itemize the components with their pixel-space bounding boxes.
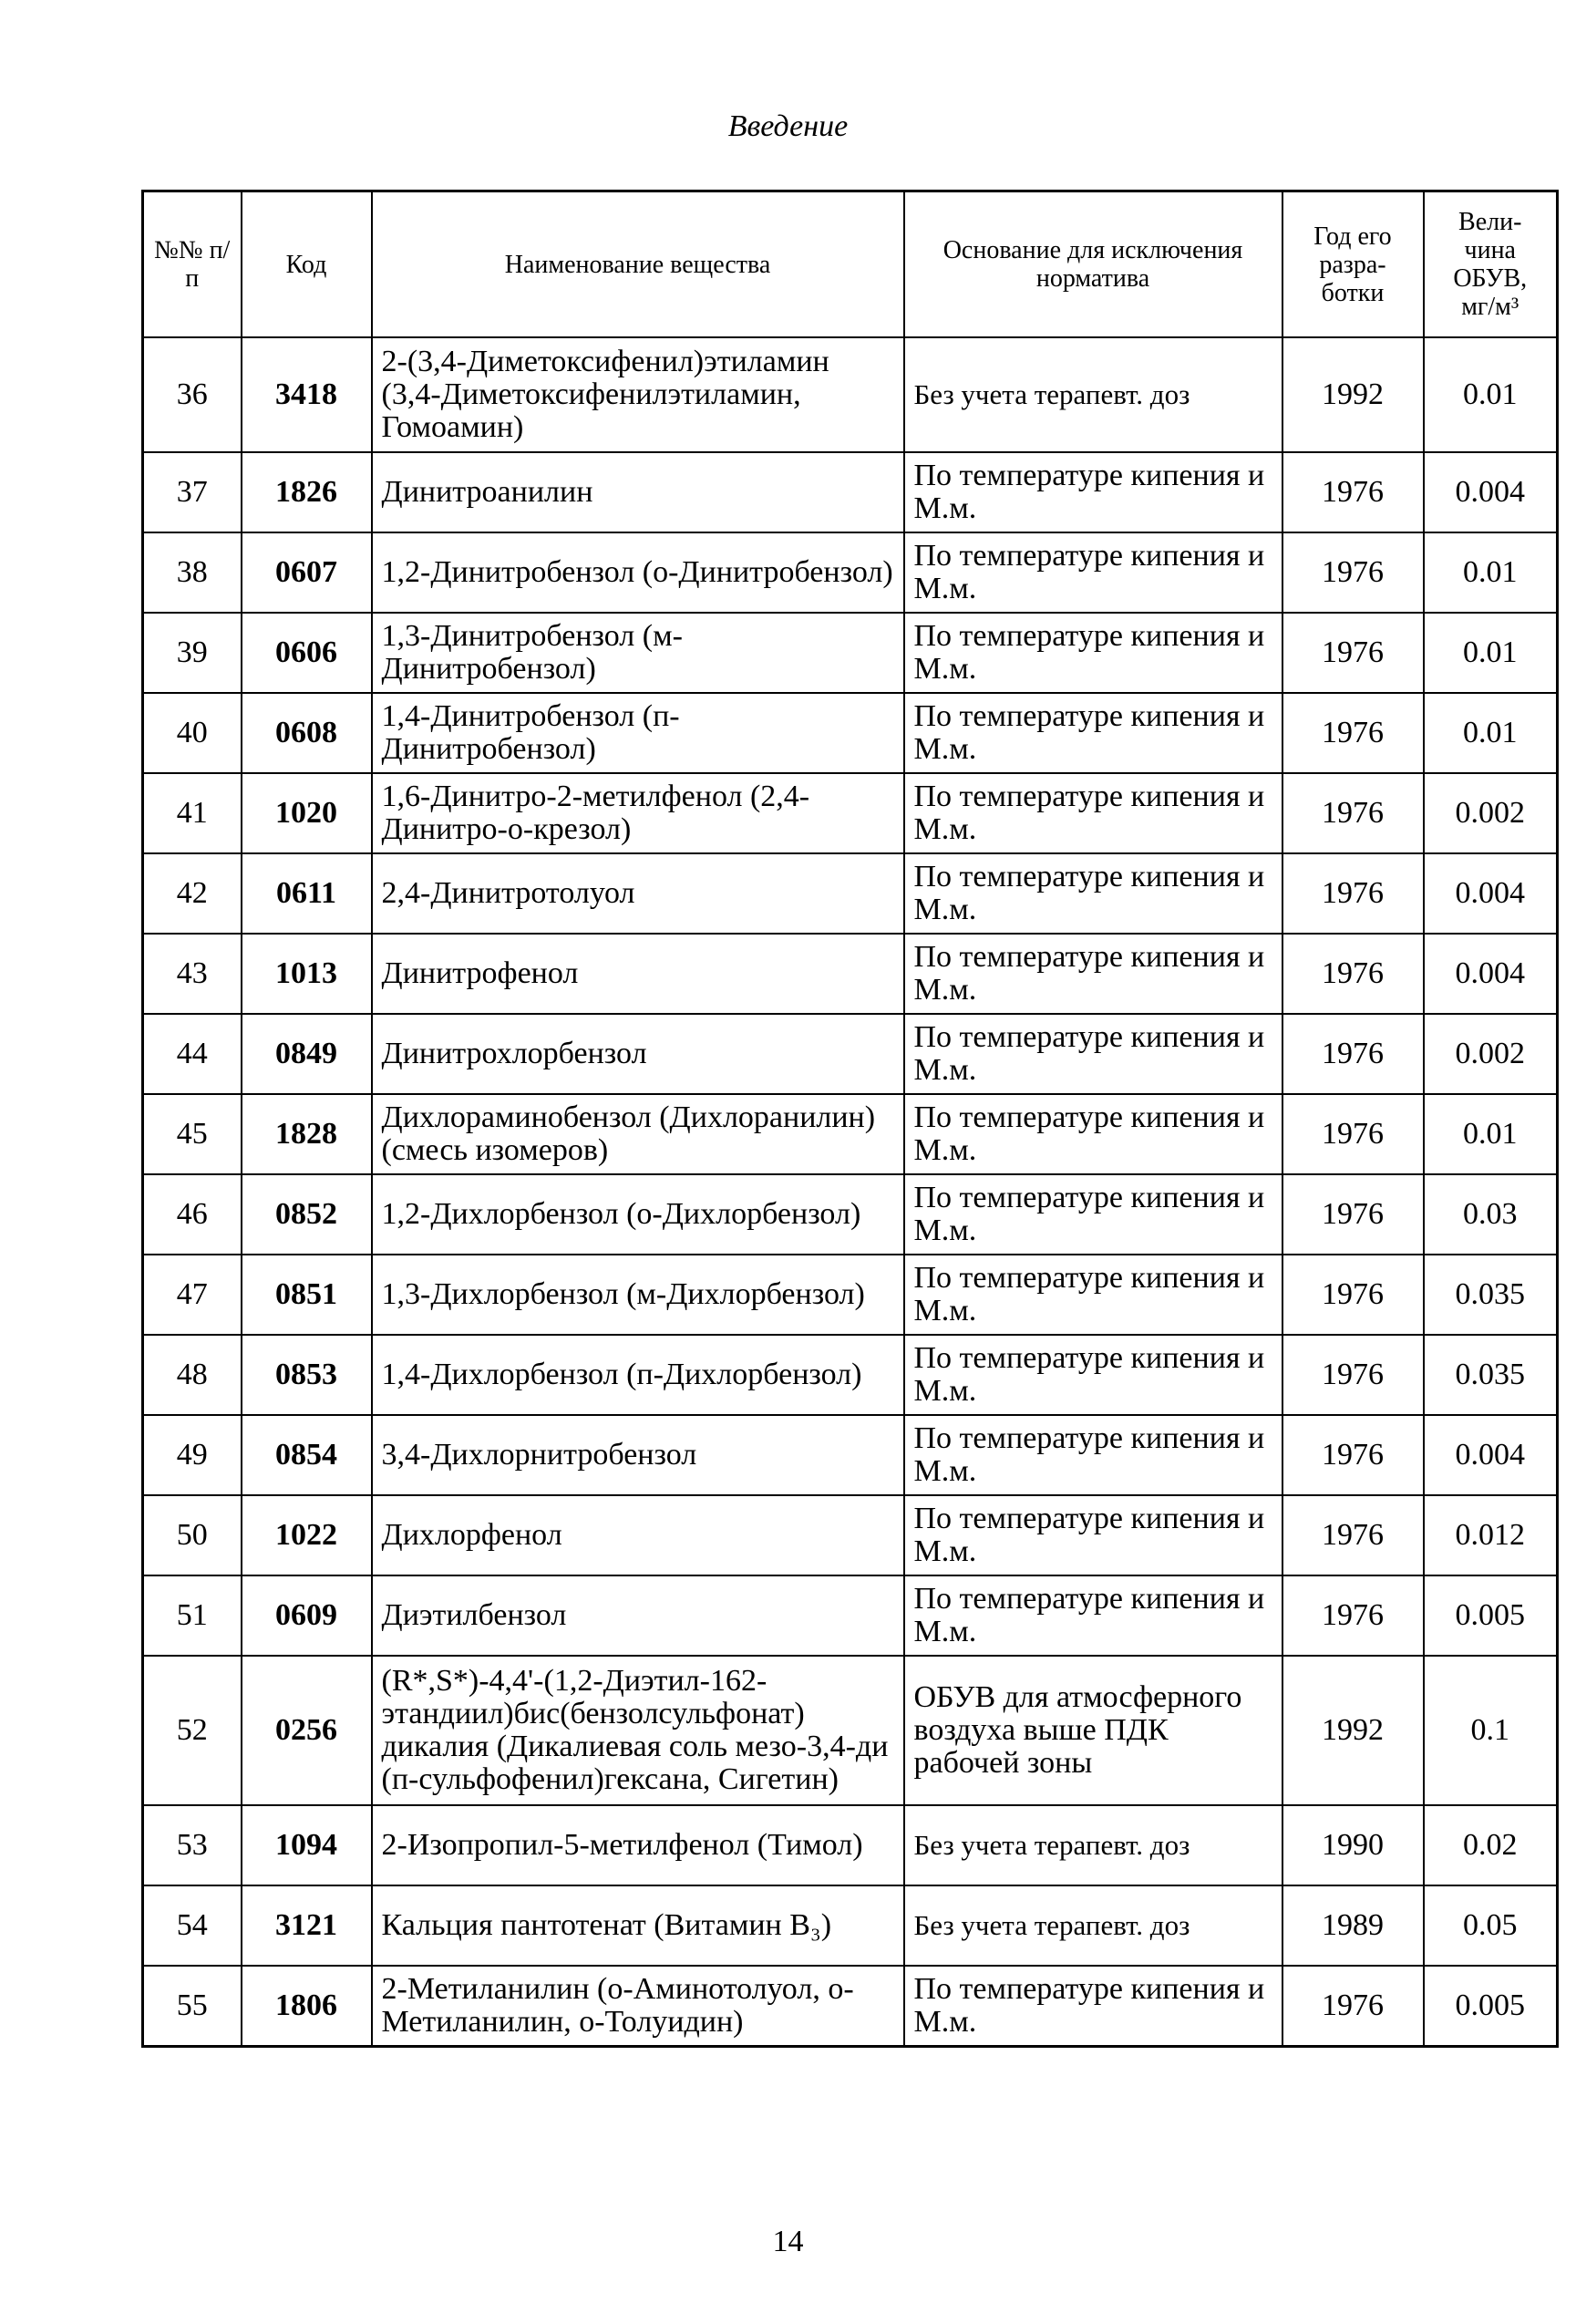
row-number-cell: 49 <box>143 1415 242 1495</box>
substance-name-cell: (R*,S*)-4,4'-(1,2-Диэтил-162-этандиил)бис(бензолсульфонат) дикалия (Дикалиевая соль мезо-3,4-ди (п-сульфофенил)гексана, Сигетин) <box>372 1656 904 1805</box>
year-cell: 1976 <box>1282 1094 1424 1174</box>
code-cell: 0256 <box>242 1656 372 1805</box>
year-cell: 1976 <box>1282 1415 1424 1495</box>
row-number-cell: 40 <box>143 693 242 773</box>
obuv-value-cell: 0.005 <box>1424 1966 1558 2047</box>
code-cell: 0607 <box>242 532 372 613</box>
code-cell: 0852 <box>242 1174 372 1255</box>
table-row <box>143 1094 1558 1174</box>
exclusion-basis-cell: По температуре кипения и М.м. <box>904 934 1282 1014</box>
row-number-cell: 46 <box>143 1174 242 1255</box>
row-number-cell: 54 <box>143 1885 242 1966</box>
exclusion-basis-cell: Без учета терапевт. доз <box>904 1805 1282 1885</box>
substance-name-cell: 1,4-Дихлорбензол (п-Дихлорбензол) <box>372 1335 904 1415</box>
table-row <box>143 1174 1558 1255</box>
year-cell: 1976 <box>1282 773 1424 853</box>
year-cell: 1976 <box>1282 1575 1424 1656</box>
table-row <box>143 1335 1558 1415</box>
substances-table <box>141 190 1559 2048</box>
exclusion-basis-cell: По температуре кипения и М.м. <box>904 1335 1282 1415</box>
substance-name-cell: Дихлорфенол <box>372 1495 904 1575</box>
row-number-cell: 50 <box>143 1495 242 1575</box>
obuv-value-cell: 0.01 <box>1424 532 1558 613</box>
row-number-cell: 44 <box>143 1014 242 1094</box>
substance-name-cell: Диэтилбензол <box>372 1575 904 1656</box>
col-header-basis: Основание для исключения норматива <box>904 191 1282 338</box>
row-number-cell: 45 <box>143 1094 242 1174</box>
year-cell: 1976 <box>1282 613 1424 693</box>
substance-name-cell: Динитрохлорбензол <box>372 1014 904 1094</box>
row-number-cell: 43 <box>143 934 242 1014</box>
obuv-value-cell: 0.035 <box>1424 1335 1558 1415</box>
code-cell: 1828 <box>242 1094 372 1174</box>
obuv-value-cell: 0.01 <box>1424 337 1558 452</box>
exclusion-basis-cell: По температуре кипения и М.м. <box>904 1255 1282 1335</box>
exclusion-basis-cell: По температуре кипения и М.м. <box>904 1415 1282 1495</box>
exclusion-basis-cell: По температуре кипения и М.м. <box>904 1014 1282 1094</box>
obuv-value-cell: 0.1 <box>1424 1656 1558 1805</box>
substance-name-cell: 1,3-Дихлорбензол (м-Дихлорбензол) <box>372 1255 904 1335</box>
exclusion-basis-cell: По температуре кипения и М.м. <box>904 773 1282 853</box>
code-cell: 3418 <box>242 337 372 452</box>
col-header-year: Год его разра-ботки <box>1282 191 1424 338</box>
row-number-cell: 39 <box>143 613 242 693</box>
exclusion-basis-cell: По температуре кипения и М.м. <box>904 853 1282 934</box>
code-cell: 1826 <box>242 452 372 532</box>
year-cell: 1976 <box>1282 1014 1424 1094</box>
exclusion-basis-cell: ОБУВ для атмосферного воздуха выше ПДК рабочей зоны <box>904 1656 1282 1805</box>
row-number-cell: 36 <box>143 337 242 452</box>
table-row <box>143 853 1558 934</box>
year-cell: 1976 <box>1282 1174 1424 1255</box>
year-cell: 1976 <box>1282 693 1424 773</box>
table-row <box>143 1575 1558 1656</box>
year-cell: 1976 <box>1282 853 1424 934</box>
obuv-value-cell: 0.03 <box>1424 1174 1558 1255</box>
table-row <box>143 337 1558 452</box>
substance-name-cell: 2-Метиланилин (о-Аминотолуол, о-Метиланилин, о-Толуидин) <box>372 1966 904 2047</box>
exclusion-basis-cell: По температуре кипения и М.м. <box>904 1575 1282 1656</box>
obuv-value-cell: 0.004 <box>1424 853 1558 934</box>
col-header-name: Наименование вещества <box>372 191 904 338</box>
year-cell: 1992 <box>1282 337 1424 452</box>
code-cell: 0609 <box>242 1575 372 1656</box>
code-cell: 3121 <box>242 1885 372 1966</box>
exclusion-basis-cell: По температуре кипения и М.м. <box>904 613 1282 693</box>
obuv-value-cell: 0.004 <box>1424 452 1558 532</box>
code-cell: 0849 <box>242 1014 372 1094</box>
exclusion-basis-cell: Без учета терапевт. доз <box>904 1885 1282 1966</box>
code-cell: 1806 <box>242 1966 372 2047</box>
year-cell: 1989 <box>1282 1885 1424 1966</box>
year-cell: 1976 <box>1282 1495 1424 1575</box>
table-row <box>143 1415 1558 1495</box>
exclusion-basis-cell: По температуре кипения и М.м. <box>904 532 1282 613</box>
row-number-cell: 52 <box>143 1656 242 1805</box>
table-row <box>143 1656 1558 1805</box>
obuv-value-cell: 0.004 <box>1424 1415 1558 1495</box>
substance-name-cell: 1,2-Дихлорбензол (о-Дихлорбензол) <box>372 1174 904 1255</box>
exclusion-basis-cell: По температуре кипения и М.м. <box>904 1966 1282 2047</box>
table-row <box>143 1014 1558 1094</box>
substance-name-cell: 1,4-Динитробензол (п-Динитробензол) <box>372 693 904 773</box>
exclusion-basis-cell: По температуре кипения и М.м. <box>904 693 1282 773</box>
exclusion-basis-cell: По температуре кипения и М.м. <box>904 1174 1282 1255</box>
substance-name-cell: 2,4-Динитротолуол <box>372 853 904 934</box>
substance-name-cell: Динитрофенол <box>372 934 904 1014</box>
col-header-code: Код <box>242 191 372 338</box>
obuv-value-cell: 0.01 <box>1424 613 1558 693</box>
year-cell: 1976 <box>1282 934 1424 1014</box>
obuv-value-cell: 0.05 <box>1424 1885 1558 1966</box>
row-number-cell: 55 <box>143 1966 242 2047</box>
row-number-cell: 48 <box>143 1335 242 1415</box>
substance-name-cell: 1,2-Динитробензол (о-Динитробензол) <box>372 532 904 613</box>
row-number-cell: 51 <box>143 1575 242 1656</box>
year-cell: 1992 <box>1282 1656 1424 1805</box>
substance-name-cell: Дихлораминобензол (Дихлоранилин) (смесь изомеров) <box>372 1094 904 1174</box>
year-cell: 1990 <box>1282 1805 1424 1885</box>
table-row <box>143 1495 1558 1575</box>
year-cell: 1976 <box>1282 1335 1424 1415</box>
code-cell: 1013 <box>242 934 372 1014</box>
table-row <box>143 1885 1558 1966</box>
table-row <box>143 613 1558 693</box>
table-row <box>143 1255 1558 1335</box>
table-body <box>143 337 1558 2047</box>
year-cell: 1976 <box>1282 1255 1424 1335</box>
obuv-value-cell: 0.002 <box>1424 773 1558 853</box>
year-cell: 1976 <box>1282 452 1424 532</box>
exclusion-basis-cell: По температуре кипения и М.м. <box>904 1495 1282 1575</box>
obuv-value-cell: 0.01 <box>1424 1094 1558 1174</box>
substance-name-cell: 3,4-Дихлорнитробензол <box>372 1415 904 1495</box>
row-number-cell: 53 <box>143 1805 242 1885</box>
obuv-value-cell: 0.005 <box>1424 1575 1558 1656</box>
col-header-number: №№ п/п <box>143 191 242 338</box>
code-cell: 1020 <box>242 773 372 853</box>
code-cell: 0853 <box>242 1335 372 1415</box>
table-row <box>143 532 1558 613</box>
row-number-cell: 42 <box>143 853 242 934</box>
code-cell: 0608 <box>242 693 372 773</box>
substance-name-cell: 2-Изопропил-5-метилфенол (Тимол) <box>372 1805 904 1885</box>
table-row <box>143 1966 1558 2047</box>
table-row <box>143 693 1558 773</box>
table-row <box>143 452 1558 532</box>
exclusion-basis-cell: Без учета терапевт. доз <box>904 337 1282 452</box>
exclusion-basis-cell: По температуре кипения и М.м. <box>904 452 1282 532</box>
obuv-value-cell: 0.012 <box>1424 1495 1558 1575</box>
table-row <box>143 1805 1558 1885</box>
substance-name-cell: 2-(3,4-Диметоксифенил)этиламин (3,4-Диметоксифенилэтиламин, Гомоамин) <box>372 337 904 452</box>
table-header-row <box>143 191 1558 338</box>
obuv-value-cell: 0.02 <box>1424 1805 1558 1885</box>
code-cell: 0851 <box>242 1255 372 1335</box>
substance-name-cell: Кальция пантотенат (Витамин В₃) <box>372 1885 904 1966</box>
row-number-cell: 37 <box>143 452 242 532</box>
year-cell: 1976 <box>1282 1966 1424 2047</box>
substance-name-cell: 1,3-Динитробензол (м-Динитробензол) <box>372 613 904 693</box>
exclusion-basis-cell: По температуре кипения и М.м. <box>904 1094 1282 1174</box>
section-title: Введение <box>727 109 849 143</box>
year-cell: 1976 <box>1282 532 1424 613</box>
code-cell: 1022 <box>242 1495 372 1575</box>
substance-name-cell: 1,6-Динитро-2-метилфенол (2,4-Динитро-о-крезол) <box>372 773 904 853</box>
page-number: 14 <box>772 2225 804 2258</box>
code-cell: 0606 <box>242 613 372 693</box>
code-cell: 1094 <box>242 1805 372 1885</box>
row-number-cell: 38 <box>143 532 242 613</box>
code-cell: 0611 <box>242 853 372 934</box>
code-cell: 0854 <box>242 1415 372 1495</box>
substance-name-cell: Динитроанилин <box>372 452 904 532</box>
table-row <box>143 773 1558 853</box>
row-number-cell: 41 <box>143 773 242 853</box>
obuv-value-cell: 0.004 <box>1424 934 1558 1014</box>
obuv-value-cell: 0.035 <box>1424 1255 1558 1335</box>
obuv-value-cell: 0.01 <box>1424 693 1558 773</box>
obuv-value-cell: 0.002 <box>1424 1014 1558 1094</box>
table-row <box>143 934 1558 1014</box>
row-number-cell: 47 <box>143 1255 242 1335</box>
col-header-value: Вели-чина ОБУВ, мг/м³ <box>1424 191 1558 338</box>
